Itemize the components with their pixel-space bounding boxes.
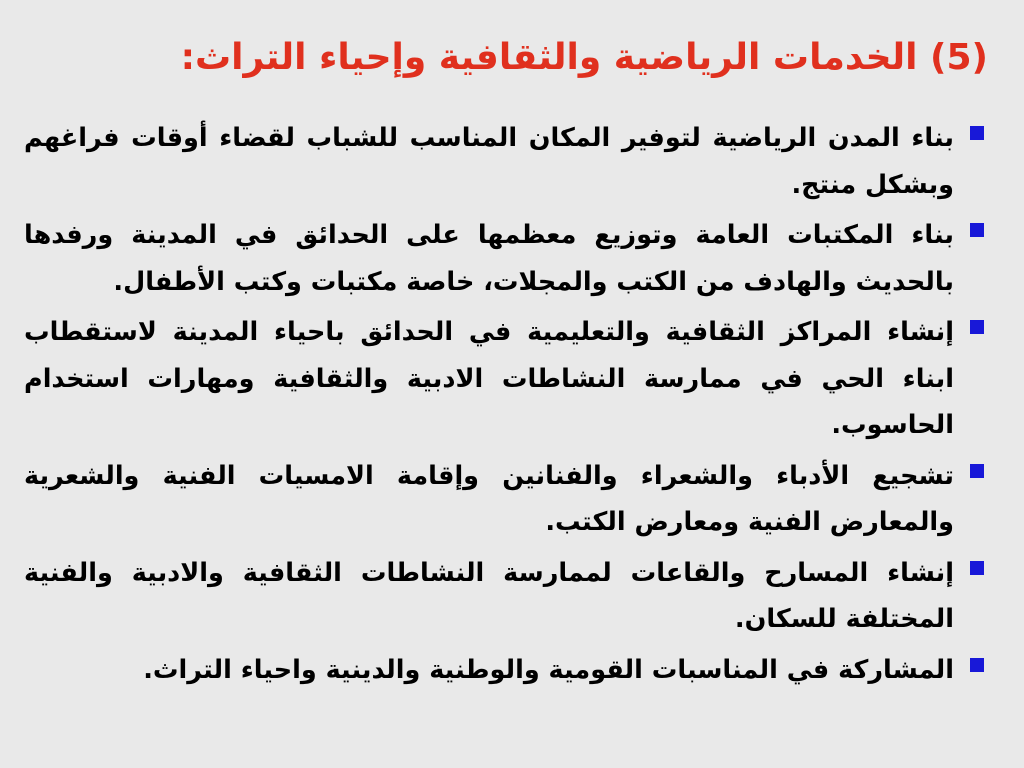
bullet-text: إنشاء المسارح والقاعات لممارسة النشاطات الثقافية والادبية والفنية المختلفة للسكان. (24, 557, 954, 634)
square-bullet-icon (970, 320, 984, 334)
bullet-text: بناء المدن الرياضية لتوفير المكان المناسب للشباب لقضاء أوقات فراغهم وبشكل منتج. (24, 123, 954, 200)
bullet-item (24, 309, 984, 449)
bullet-text: تشجيع الأدباء والشعراء والفنانين وإقامة الامسيات الفنية والشعرية والمعارض الفنية ومعارض الكتب. (24, 460, 954, 537)
slide-title: (5) الخدمات الرياضية والثقافية وإحياء التراث: (180, 37, 988, 78)
square-bullet-icon (970, 561, 984, 575)
bullet-list (24, 115, 984, 697)
bullet-item (24, 115, 984, 208)
bullet-text: بناء المكتبات العامة وتوزيع معظمها على الحدائق في المدينة ورفدها بالحديث والهادف من الكتب والمجلات، خاصة مكتبات وكتب الأطفال. (24, 220, 954, 297)
square-bullet-icon (970, 658, 984, 672)
square-bullet-icon (970, 126, 984, 140)
bullet-item (24, 647, 984, 694)
bullet-item (24, 453, 984, 546)
bullet-text: إنشاء المراكز الثقافية والتعليمية في الحدائق باحياء المدينة لاستقطاب ابناء الحي في ممارسة النشاطات الادبية والثقافية ومهارات استخدام الحاسوب. (24, 317, 954, 440)
bullet-item (24, 550, 984, 643)
square-bullet-icon (970, 464, 984, 478)
bullet-item (24, 212, 984, 305)
bullet-text: المشاركة في المناسبات القومية والوطنية والدينية واحياء التراث. (143, 654, 954, 685)
square-bullet-icon (970, 223, 984, 237)
